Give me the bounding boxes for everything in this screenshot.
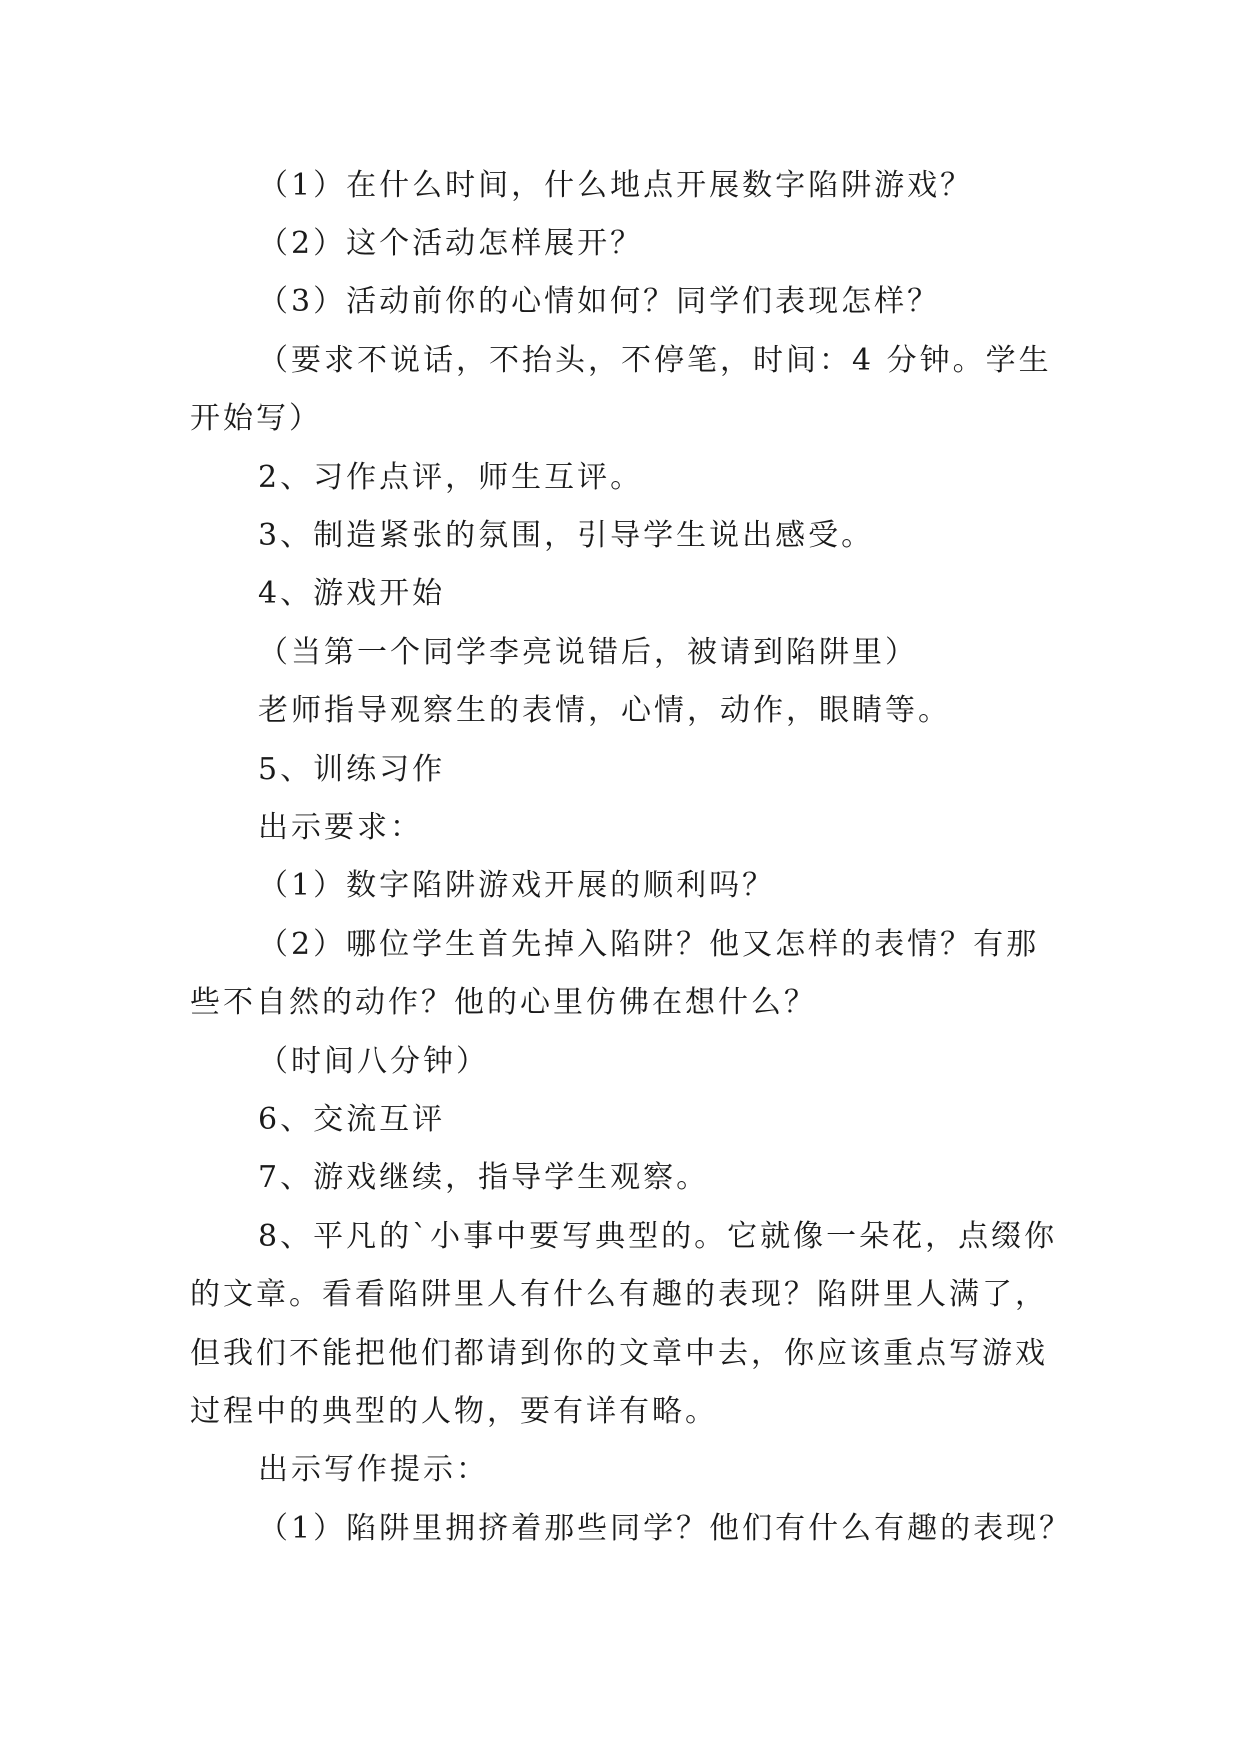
text-line: 开始写） [190,401,322,436]
text-line: 6、交流互评 [258,1102,446,1137]
text-line: （3）活动前你的心情如何？同学们表现怎样？ [258,284,941,319]
text-line: 但我们不能把他们都请到你的文章中去，你应该重点写游戏 [190,1336,1048,1371]
text-line: 3、制造紧张的氛围，引导学生说出感受。 [258,518,875,553]
text-line: （2）哪位学生首先掉入陷阱？他又怎样的表情？有那 [258,927,1040,962]
text-line: 5、训练习作 [258,752,446,787]
text-line: 些不自然的动作？他的心里仿佛在想什么？ [190,985,817,1020]
text-line: 8、平凡的`小事中要写典型的。它就像一朵花，点缀你 [258,1219,1058,1254]
text-line: 7、游戏继续，指导学生观察。 [258,1160,710,1195]
text-line: 出示写作提示： [258,1452,489,1487]
text-line: 4、游戏开始 [258,576,446,611]
text-line: 过程中的典型的人物，要有详有略。 [190,1394,718,1429]
text-line: （要求不说话，不抬头，不停笔，时间：4 分钟。学生 [258,343,1052,378]
text-line: （2）这个活动怎样展开？ [258,226,644,261]
text-line: （时间八分钟） [258,1044,489,1079]
text-line: 老师指导观察生的表情，心情，动作，眼睛等。 [258,693,951,728]
text-line: 出示要求： [258,810,423,845]
text-line: （1）在什么时间，什么地点开展数字陷阱游戏？ [258,168,974,203]
text-line: 的文章。看看陷阱里人有什么有趣的表现？陷阱里人满了， [190,1277,1048,1312]
text-line: （当第一个同学李亮说错后，被请到陷阱里） [258,635,918,670]
text-line: （1）陷阱里拥挤着那些同学？他们有什么有趣的表现？ [258,1511,1073,1546]
text-line: 2、习作点评，师生互评。 [258,460,644,495]
text-line: （1）数字陷阱游戏开展的顺利吗？ [258,868,776,903]
